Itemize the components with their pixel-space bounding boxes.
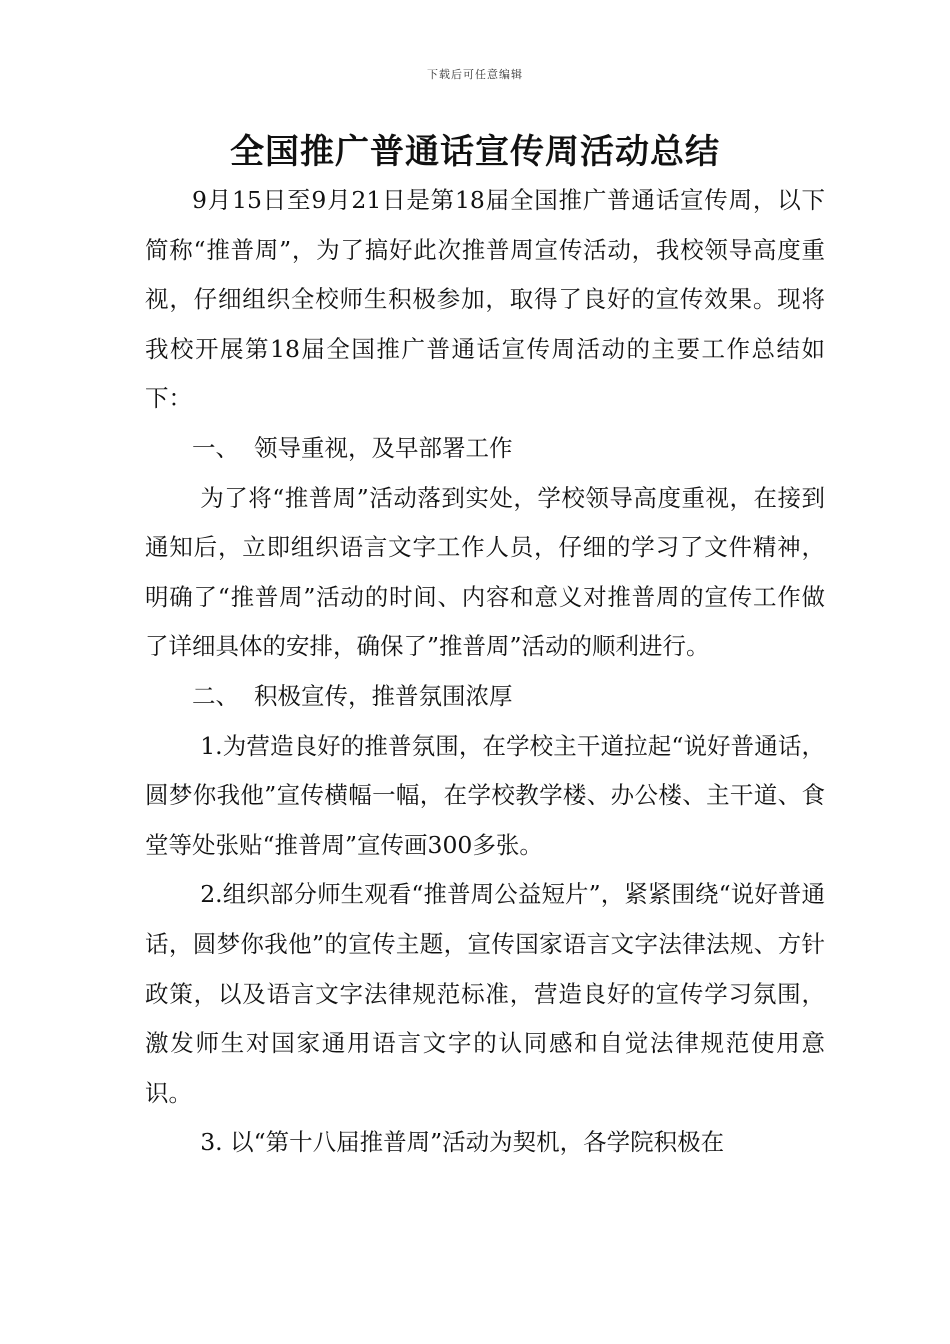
section-1-paragraph: 为了将“推普周”活动落到实处，学校领导高度重视，在接到通知后，立即组织语言文字工作人员，仔细的学习了文件精神，明确了“推普周”活动的时间、内容和意义对推普周的宣传工作做了详细具体的安排，确保了”推普周”活动的顺利进行。 <box>145 483 825 661</box>
section-heading-1: 一、 领导重视，及早部署工作 <box>192 433 513 462</box>
section-heading-2: 二、 积极宣传，推普氛围浓厚 <box>192 681 513 710</box>
intro-paragraph: 9月15日至9月21日是第18届全国推广普通话宣传周，以下简称“推普周”，为了搞好此次推普周宣传活动，我校领导高度重视，仔细组织全校师生积极参加，取得了良好的宣传效果。现将我校开展第18届全国推广普通话宣传周活动的主要工作总结如下： <box>145 186 825 413</box>
item-1-paragraph: 1.为营造良好的推普氛围，在学校主干道拉起“说好普通话，圆梦你我他”宣传横幅一幅，在学校教学楼、办公楼、主干道、食堂等处张贴“推普周”宣传画300多张。 <box>145 731 825 859</box>
item-2-paragraph: 2.组织部分师生观看“推普周公益短片”，紧紧围绕“说好普通话，圆梦你我他”的宣传主题，宣传国家语言文字法律法规、方针政策，以及语言文字法律规范标准，营造良好的宣传学习氛围，激发师生对国家通用语言文字的认同感和自觉法律规范使用意识。 <box>145 880 825 1107</box>
document-title: 全国推广普通话宣传周活动总结 <box>230 132 720 172</box>
item-3-paragraph: 3. 以“第十八届推普周”活动为契机，各学院积极在 <box>200 1128 725 1157</box>
header-note: 下载后可任意编辑 <box>427 68 523 81</box>
document-body <box>145 176 825 1168</box>
